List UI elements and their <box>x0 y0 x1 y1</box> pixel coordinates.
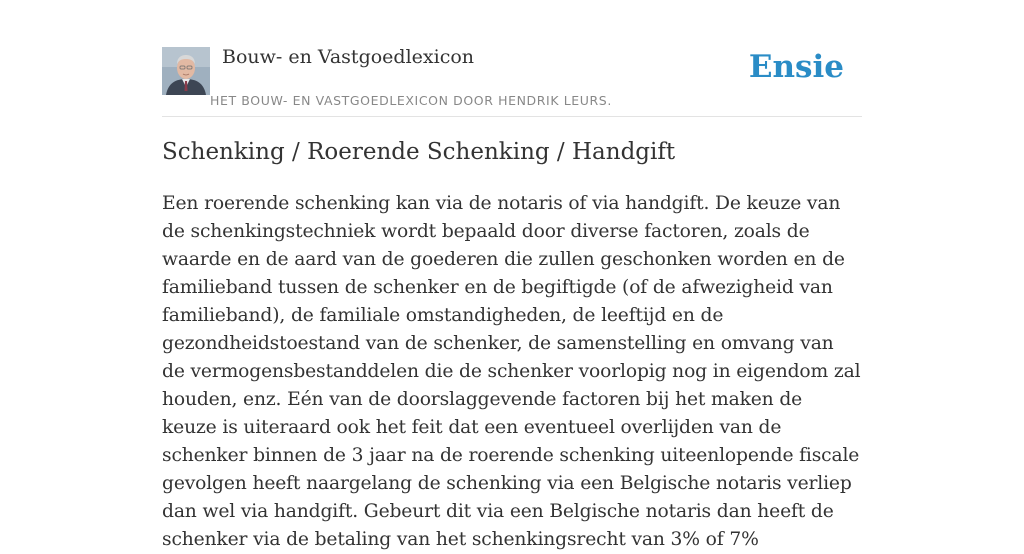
site-subtitle: HET BOUW- EN VASTGOEDLEXICON DOOR HENDRIK LEURS. <box>210 93 612 108</box>
site-title-link[interactable]: Bouw- en Vastgoedlexicon <box>222 46 475 68</box>
ensie-logo[interactable]: Ensie <box>748 49 844 85</box>
entry-title: Schenking / Roerende Schenking / Handgift <box>162 139 676 165</box>
entry-body: Een roerende schenking kan via de notaris of via handgift. De keuze van de schenkingstechniek wordt bepaald door diverse factoren, zoals de waarde en de aard van de goederen die zullen geschonken worden en de familieband tussen de schenker en de begiftigde (of de afwezigheid van familieband), de familiale omstandigheden, de leeftijd en de gezondheidstoestand van de schenker, de samenstelling en omvang van de vermogensbestanddelen die de schenker voorlopig nog in eigendom zal houden, enz. Eén van de doorslaggevende factoren bij het maken de keuze is uiteraard ook het feit dat een eventueel overlijden van de schenker binnen de 3 jaar na de roerende schenking uiteenlopende fiscale gevolgen heeft naargelang de schenking via een Belgische notaris verliep dan wel via handgift. Gebeurt dit via een Belgische notaris dan heeft de schenker via de betaling van het schenkingsrecht van 3% of 7% <box>162 193 861 550</box>
page-container <box>162 0 862 550</box>
site-header <box>162 0 862 117</box>
author-avatar[interactable] <box>162 47 210 95</box>
